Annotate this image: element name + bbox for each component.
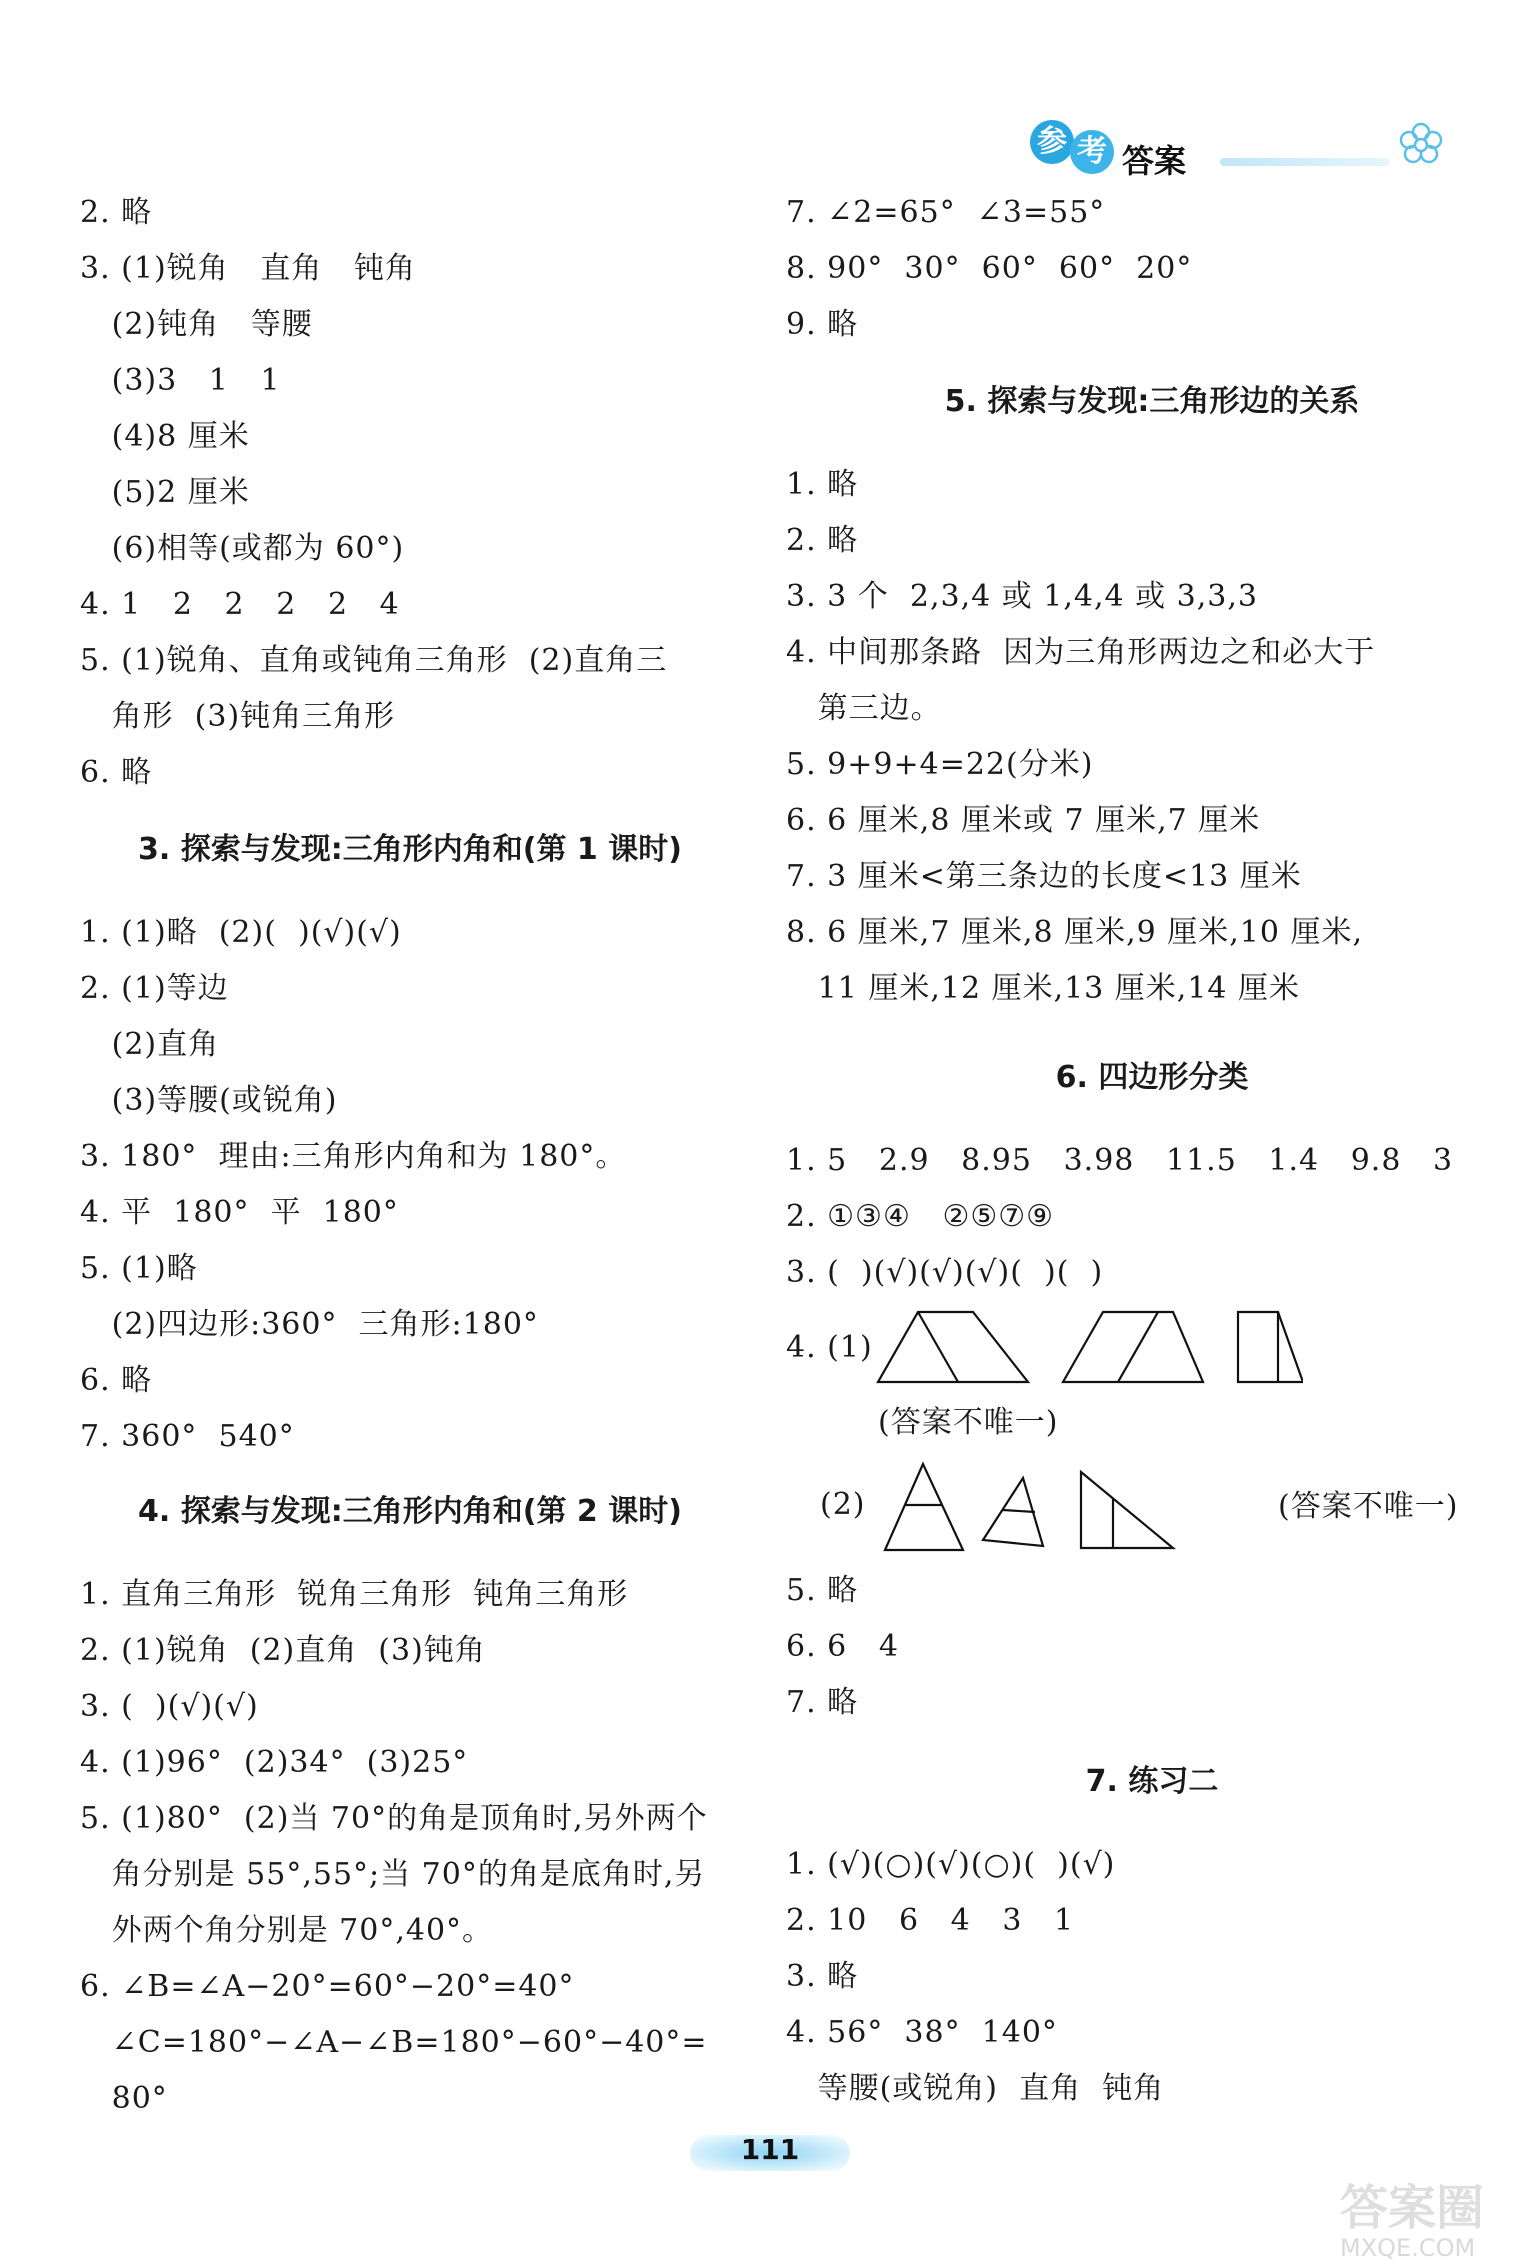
answer-line: 4. 1 2 2 2 2 4 (80, 587, 400, 622)
answer-line: 6. 略 (80, 755, 153, 790)
answer-line: 1. 5 2.9 8.95 3.98 11.5 1.4 9.8 3 (786, 1143, 1454, 1178)
answer-line: 4. 中间那条路 因为三角形两边之和必大于 (786, 635, 1376, 670)
answer-line: 5. (1)略 (80, 1251, 198, 1286)
answer-line: 2. 略 (80, 195, 153, 230)
answer-line: 2. 略 (786, 523, 859, 558)
section-heading-3: 3. 探索与发现:三角形内角和(第 1 课时) (138, 832, 682, 867)
answer-line: 1. 直角三角形 锐角三角形 钝角三角形 (80, 1577, 629, 1612)
answer-line: 5. 略 (786, 1573, 859, 1608)
trapezoid-2 (1063, 1312, 1203, 1382)
answer-line: 5. (1)锐角、直角或钝角三角形 (2)直角三 (80, 643, 668, 678)
flower-icon (1396, 120, 1446, 170)
answer-line: 7. 360° 540° (80, 1419, 295, 1454)
note-not-unique-2: (答案不唯一) (1278, 1489, 1459, 1524)
answer-line: 1. (√)(○)(√)(○)( )(√) (786, 1847, 1116, 1882)
answer-line: (4)8 厘米 (80, 419, 250, 454)
answer-line: 3. ( )(√)(√)(√)( )( ) (786, 1255, 1104, 1290)
answer-line: (2)钝角 等腰 (80, 307, 313, 342)
answer-line: 2. 10 6 4 3 1 (786, 1903, 1075, 1938)
answer-line: 第三边。 (786, 691, 942, 726)
answer-line: (3)等腰(或锐角) (80, 1083, 338, 1118)
triangle-2-cut (1003, 1510, 1035, 1512)
answer-line: 6. 略 (80, 1363, 153, 1398)
answer-line: 2. (1)等边 (80, 971, 229, 1006)
watermark (1340, 2180, 1530, 2260)
triangle-3 (1081, 1472, 1173, 1548)
question-4-part1-label: 4. (1) (786, 1330, 873, 1365)
watermark-logo: 答案圈 (1340, 2180, 1485, 2236)
answer-line: 80° (80, 2081, 168, 2116)
trapezoid-1-cut (918, 1312, 958, 1382)
answer-line: (3)3 1 1 (80, 363, 281, 398)
answer-line: 3. 3 个 2,3,4 或 1,4,4 或 3,3,3 (786, 579, 1258, 614)
answer-line: 4. (1)96° (2)34° (3)25° (80, 1745, 469, 1780)
answer-line: (2)四边形:360° 三角形:180° (80, 1307, 539, 1342)
trapezoid-figures (873, 1306, 1303, 1386)
banner-title: 答案 (1122, 142, 1187, 180)
answer-line: 3. 180° 理由:三角形内角和为 180°。 (80, 1139, 627, 1174)
section-heading-6: 6. 四边形分类 (1055, 1060, 1249, 1095)
answer-line: 4. 平 180° 平 180° (80, 1195, 399, 1230)
answer-line: 3. 略 (786, 1959, 859, 1994)
answer-line: 11 厘米,12 厘米,13 厘米,14 厘米 (786, 971, 1301, 1006)
answer-line: 2. (1)锐角 (2)直角 (3)钝角 (80, 1633, 486, 1668)
answer-line: 3. ( )(√)(√) (80, 1689, 259, 1724)
trapezoid-2-cut (1118, 1312, 1158, 1382)
page-number: 111 (740, 2133, 800, 2166)
answer-line: 等腰(或锐角) 直角 钝角 (786, 2071, 1165, 2106)
answer-banner (1030, 108, 1450, 178)
answer-line: (2)直角 (80, 1027, 220, 1062)
triangle-figures (883, 1460, 1183, 1560)
answer-line: 5. 9+9+4=22(分米) (786, 747, 1094, 782)
answer-line: 6. 6 厘米,8 厘米或 7 厘米,7 厘米 (786, 803, 1261, 838)
note-not-unique-1: (答案不唯一) (878, 1405, 1059, 1440)
trapezoid-3 (1238, 1312, 1303, 1382)
section-heading-4: 4. 探索与发现:三角形内角和(第 2 课时) (138, 1494, 682, 1529)
answer-line: 8. 6 厘米,7 厘米,8 厘米,9 厘米,10 厘米, (786, 915, 1364, 950)
answer-line: 7. 略 (786, 1685, 859, 1720)
answer-line: (6)相等(或都为 60°) (80, 531, 405, 566)
answer-line: 7. 3 厘米<第三条边的长度<13 厘米 (786, 859, 1302, 894)
section-heading-5: 5. 探索与发现:三角形边的关系 (944, 384, 1360, 419)
watermark-url: MXQE.COM (1340, 2234, 1476, 2262)
answer-line: 2. ①③④ ②⑤⑦⑨ (786, 1199, 1055, 1234)
answer-line: 6. ∠B=∠A−20°=60°−20°=40° (80, 1969, 575, 2004)
answer-line: ∠C=180°−∠A−∠B=180°−60°−40°= (80, 2025, 708, 2060)
answer-line: 外两个角分别是 70°,40°。 (80, 1913, 494, 1948)
answer-line: 1. (1)略 (2)( )(√)(√) (80, 915, 402, 950)
banner-decoration (1220, 158, 1390, 166)
answer-line: 角形 (3)钝角三角形 (80, 699, 396, 734)
answer-line: 角分别是 55°,55°;当 70°的角是底角时,另 (80, 1857, 706, 1892)
badge-can: 参 (1030, 120, 1074, 164)
question-4-part2-label: (2) (820, 1487, 866, 1522)
answer-line: (5)2 厘米 (80, 475, 250, 510)
section-heading-7: 7. 练习二 (1085, 1764, 1219, 1799)
answer-line: 5. (1)80° (2)当 70°的角是顶角时,另外两个 (80, 1801, 708, 1836)
answer-line: 6. 6 4 (786, 1629, 899, 1664)
answer-line: 4. 56° 38° 140° (786, 2015, 1058, 2050)
badge-kao: 考 (1070, 130, 1114, 174)
answer-line: 3. (1)锐角 直角 钝角 (80, 251, 416, 286)
answer-line: 7. ∠2=65° ∠3=55° (786, 195, 1106, 230)
answer-line: 8. 90° 30° 60° 60° 20° (786, 251, 1193, 286)
answer-line: 1. 略 (786, 467, 859, 502)
answer-line: 9. 略 (786, 307, 859, 342)
triangle-1 (885, 1464, 963, 1550)
